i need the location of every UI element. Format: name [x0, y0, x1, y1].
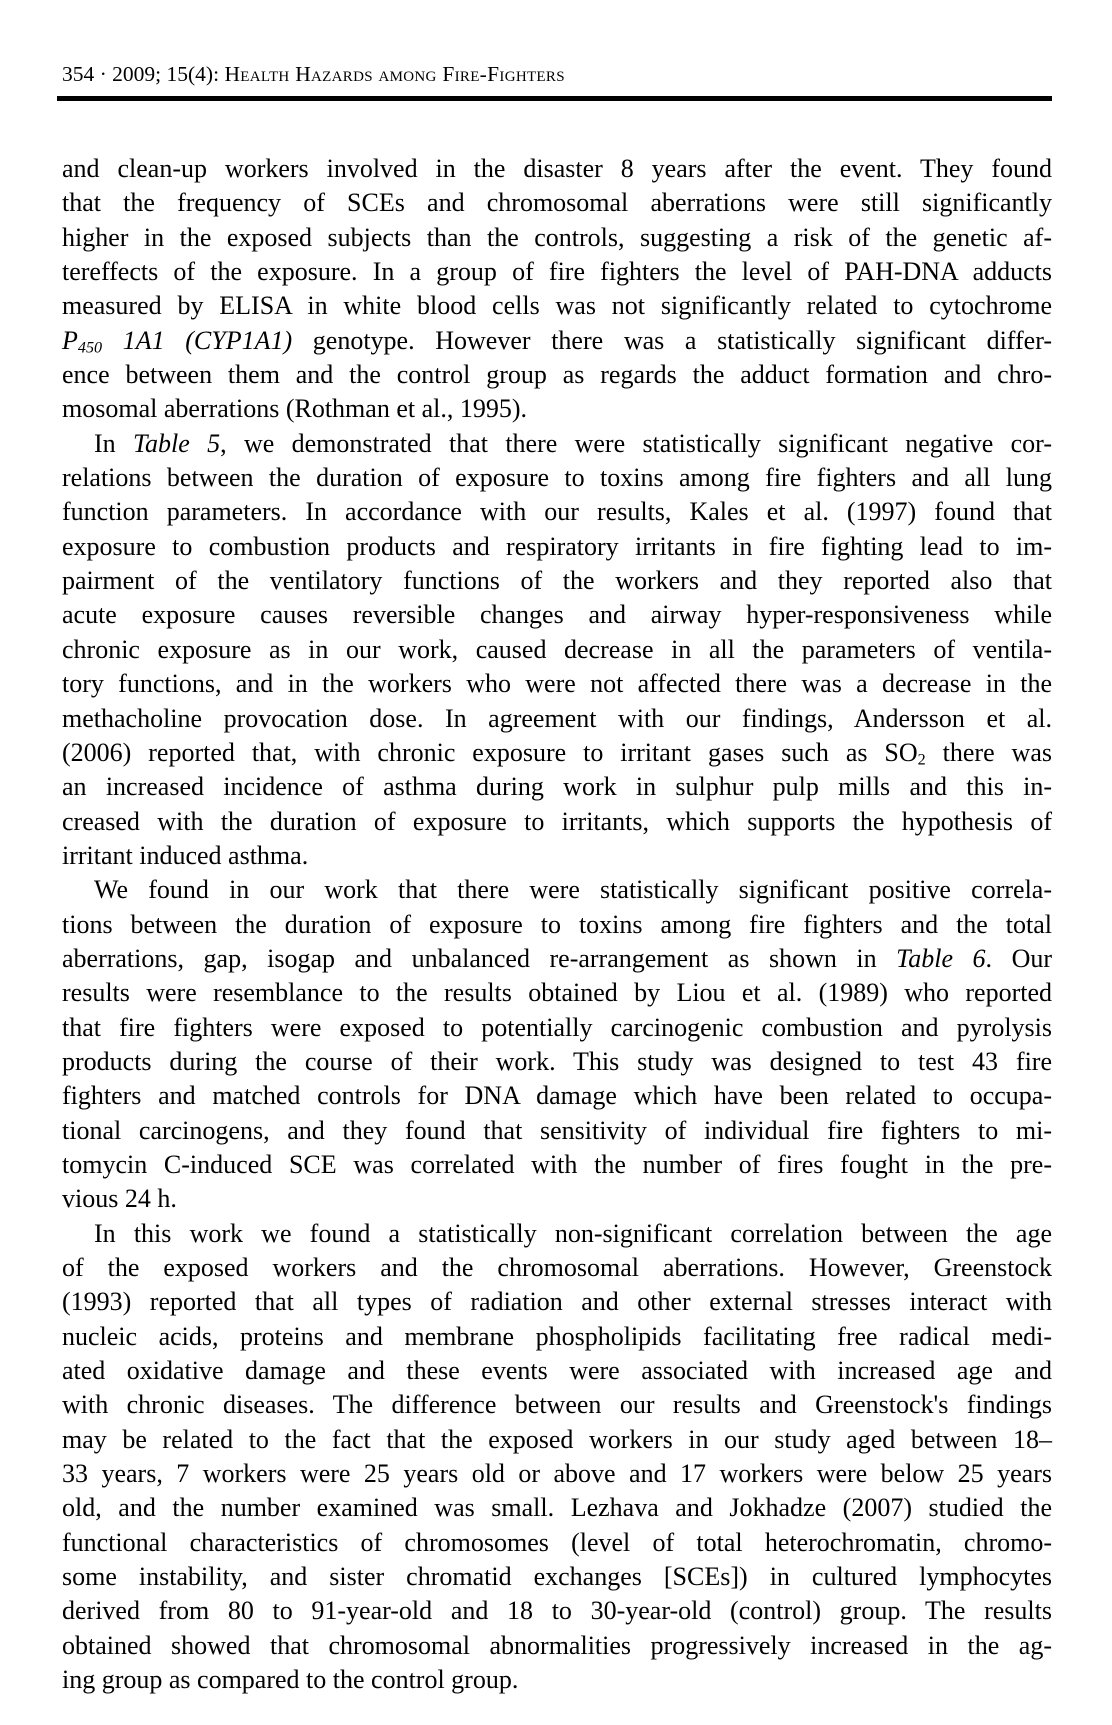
text-line: tory functions, and in the workers who were not affected there was a decrease in the	[62, 669, 1052, 699]
header-rule	[57, 96, 1052, 101]
text-line: ated oxidative damage and these events were associated with increased age and	[62, 1356, 1052, 1386]
text-line: acute exposure causes reversible changes and airway hyper-responsiveness while	[62, 600, 1052, 630]
text-line: creased with the duration of exposure to irritants, which supports the hypothesis of	[62, 806, 1052, 836]
text-line: of the exposed workers and the chromosomal aberrations. However, Greenstock	[62, 1253, 1052, 1282]
text-line: tomycin C-induced SCE was correlated with the number of fires fought in the pre-	[62, 1149, 1052, 1179]
text-line: (1993) reported that all types of radiation and other external stresses interact with	[62, 1287, 1052, 1317]
paragraph	[62, 1217, 1052, 1698]
text-line: 33 years, 7 workers were 25 years old or above and 17 workers were below 25 years	[62, 1459, 1052, 1489]
text-line: We found in our work that there were statistically significant positive correla-	[94, 875, 1052, 905]
text-line: some instability, and sister chromatid exchanges [SCEs]) in cultured lymphocytes	[62, 1562, 1052, 1592]
text-line: tional carcinogens, and they found that sensitivity of individual fire fighters to mi-	[62, 1115, 1052, 1145]
paragraph	[62, 152, 1052, 427]
text-line: tereffects of the exposure. In a group of fire fighters the level of PAH-DNA adducts	[62, 257, 1052, 287]
header-citation: 354 · 2009; 15(4):	[62, 62, 225, 86]
text-line: mosomal aberrations (Rothman et al., 1995).	[62, 394, 528, 424]
running-header	[62, 62, 565, 86]
text-line: measured by ELISA in white blood cells was not significantly related to cytochrome	[62, 291, 1052, 321]
header-journal-title: Health Hazards among Fire-Fighters	[224, 62, 565, 86]
text-line: $P_{450}$ 1A1 (CYP1A1) genotype. However there was a statistically significant differ-	[62, 325, 1052, 357]
text-line: tions between the duration of exposure to toxins among fire fighters and the total	[62, 909, 1052, 939]
text-line: chronic exposure as in our work, caused decrease in all the parameters of ventila-	[62, 634, 1052, 664]
text-line: fighters and matched controls for DNA damage which have been related to occupa-	[62, 1081, 1052, 1111]
text-line: methacholine provocation dose. In agreement with our findings, Andersson et al.	[62, 703, 1052, 733]
text-line: (2006) reported that, with chronic exposure to irritant gases such as $SO_2$ there was	[62, 737, 1052, 769]
text-line: nucleic acids, proteins and membrane phospholipids facilitating free radical medi-	[62, 1321, 1052, 1351]
paragraph	[62, 873, 1052, 1216]
text-line: aberrations, gap, isogap and unbalanced re-arrangement as shown in Table 6. Our	[62, 943, 1053, 973]
text-line: relations between the duration of exposure to toxins among fire fighters and all lung	[62, 463, 1052, 493]
text-line: products during the course of their work. This study was designed to test 43 fire	[62, 1046, 1052, 1076]
text-line: exposure to combustion products and respiratory irritants in fire fighting lead to im-	[62, 531, 1052, 561]
text-line: that fire fighters were exposed to potentially carcinogenic combustion and pyrolysis	[62, 1012, 1052, 1042]
article-body	[62, 152, 1052, 1697]
text-line: an increased incidence of asthma during work in sulphur pulp mills and this in-	[62, 772, 1052, 802]
text-line: and clean-up workers involved in the disaster 8 years after the event. They found	[62, 154, 1052, 183]
paragraph	[62, 427, 1052, 873]
text-line: ence between them and the control group as regards the adduct formation and chro-	[62, 360, 1052, 390]
text-line: with chronic diseases. The difference between our results and Greenstock's findings	[62, 1390, 1052, 1420]
text-line: old, and the number examined was small. Lezhava and Jokhadze (2007) studied the	[62, 1493, 1052, 1523]
text-line: may be related to the fact that the exposed workers in our study aged between 18–	[62, 1424, 1052, 1454]
text-line: results were resemblance to the results obtained by Liou et al. (1989) who reported	[62, 978, 1052, 1008]
text-line: obtained showed that chromosomal abnormalities progressively increased in the ag-	[62, 1630, 1052, 1660]
text-line: pairment of the ventilatory functions of the workers and they reported also that	[62, 566, 1052, 596]
text-line: In this work we found a statistically non-significant correlation between the age	[94, 1218, 1052, 1248]
text-line: functional characteristics of chromosomes (level of total heterochromatin, chromo-	[62, 1527, 1052, 1557]
text-line: In Table 5, we demonstrated that there were statistically significant negative cor-	[94, 428, 1052, 458]
text-line: irritant induced asthma.	[62, 840, 309, 870]
text-line: that the frequency of SCEs and chromosomal aberrations were still significantly	[62, 188, 1052, 218]
text-line: ing group as compared to the control group.	[62, 1665, 519, 1695]
text-line: higher in the exposed subjects than the controls, suggesting a risk of the genetic af-	[62, 222, 1052, 252]
text-line: function parameters. In accordance with our results, Kales et al. (1997) found that	[62, 497, 1052, 527]
text-line: vious 24 h.	[62, 1184, 177, 1214]
text-line: derived from 80 to 91-year-old and 18 to 30-year-old (control) group. The results	[62, 1596, 1052, 1626]
